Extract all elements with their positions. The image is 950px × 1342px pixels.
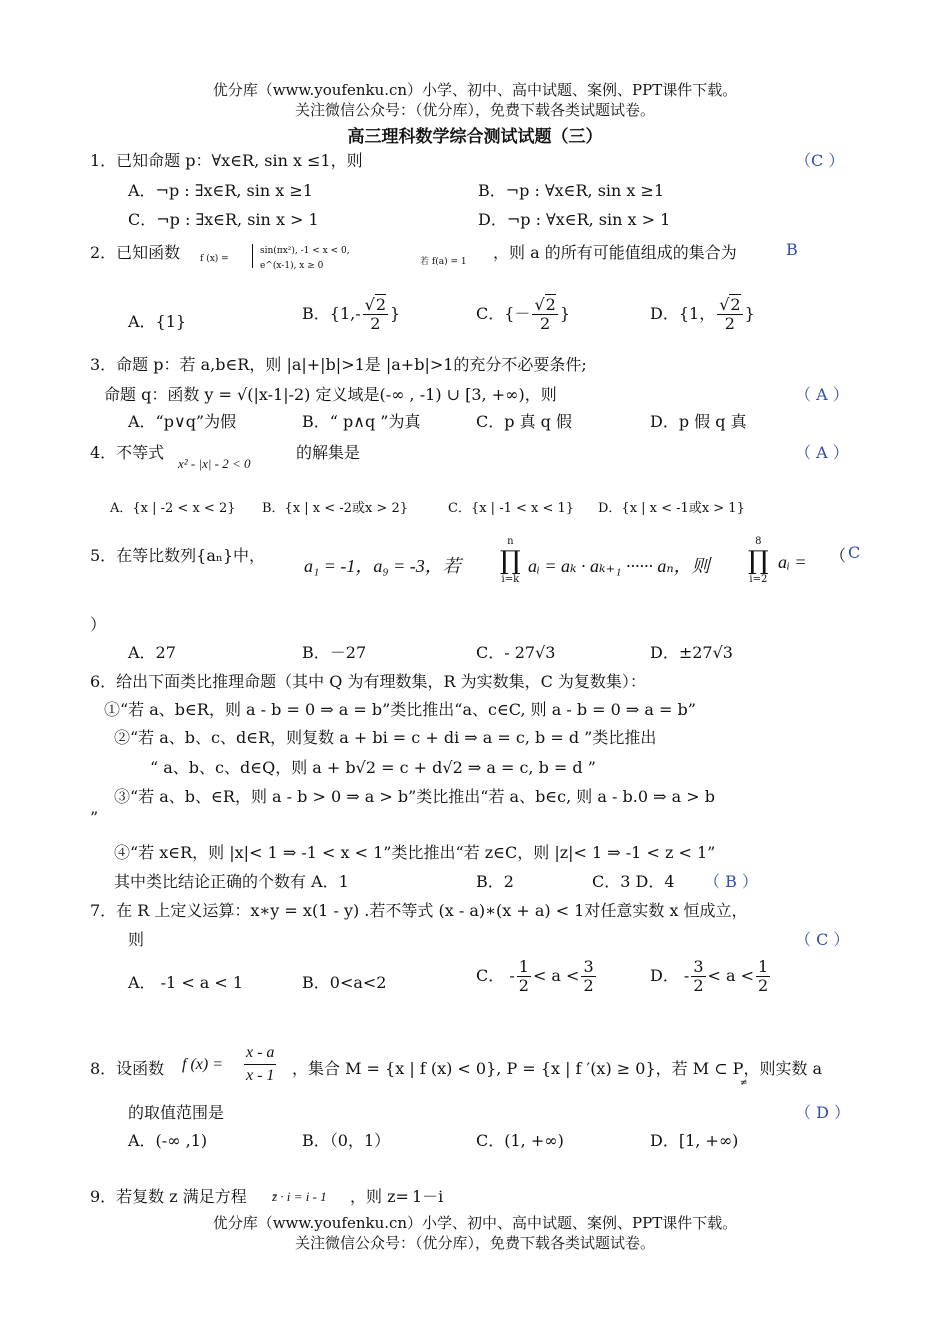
option-c-den: 2 — [540, 314, 551, 333]
option-c-den: 2 — [518, 976, 529, 995]
question-4-option-d: D．{x | x < -1或x > 1} — [598, 501, 745, 516]
question-9-equation: z̄ · i = i - 1 — [272, 1189, 327, 1204]
question-5-middle: aᵢ = aₖ · aₖ₊₁ ······ aₙ，则 — [528, 556, 710, 576]
footer-line-2: 关注微信公众号：（优分库），免费下载各类试题试卷。 — [294, 1234, 655, 1252]
option-d-fraction: $\frac{√2}{2}$ — [719, 295, 741, 333]
question-8-option-a: A．(-∞ ,1) — [128, 1131, 208, 1150]
question-8-stem-2: 的取值范围是 — [128, 1103, 225, 1122]
question-4-option-b: B．{x | x < -2或x > 2} — [262, 501, 408, 516]
question-7-option-a: A． -1 < a < 1 — [128, 973, 244, 992]
question-4-option-a: A．{x | -2 < x < 2} — [110, 501, 236, 516]
question-2-condition: 若 f(a) = 1 — [420, 257, 467, 267]
question-7-option-d — [650, 958, 772, 995]
option-b-sqrt: 2 — [375, 295, 387, 314]
question-6-item-2b: “ a、b、c、d∈Q，则 a + b√2 = c + d√2 ⇒ a = c, b = d ” — [150, 758, 596, 777]
product-2-bottom: i=2 — [749, 574, 768, 585]
option-d-prefix: D．{1， — [650, 304, 716, 323]
question-6-stem: 6．给出下面类比推理命题（其中 Q 为有理数集，R 为实数集，C 为复数集）： — [90, 672, 646, 691]
question-7-stem-2: 则 — [128, 930, 145, 949]
question-6-item-2: ②“若 a、b、c、d∈R，则复数 a + bi = c + di ⇒ a = c, b = d ”类比推出 — [114, 728, 657, 747]
product-1-symbol: ∏ — [500, 546, 521, 576]
question-4-stem: 4．不等式 — [90, 443, 165, 462]
question-5-answer-close: ） — [90, 615, 107, 634]
question-6-option-b: B．2 — [476, 872, 514, 891]
question-8-function: f (x) = — [182, 1056, 223, 1073]
question-3-option-d: D．p 假 q 真 — [650, 412, 747, 431]
question-8-option-d: D．[1, +∞) — [650, 1131, 739, 1150]
question-5-option-b: B．－27 — [302, 643, 367, 662]
question-2-option-d — [650, 296, 755, 333]
question-8-option-b: B．（0，1） — [302, 1131, 391, 1150]
header-line-2: 关注微信公众号：（优分库），免费下载各类试题试卷。 — [294, 101, 655, 119]
question-2-option-c — [476, 296, 570, 333]
option-c-num-2: 3 — [583, 957, 594, 976]
question-2-stem: 2．已知函数 — [90, 243, 181, 262]
question-8-stem: 8．设函数 — [90, 1059, 165, 1078]
question-8-neq: ≠ — [740, 1078, 748, 1088]
question-4-answer: （ A ） — [795, 443, 849, 462]
question-1-answer: （C ） — [795, 151, 845, 170]
question-7-option-c — [476, 958, 598, 995]
question-1-stem: 1．已知命题 p：∀x∈R, sin x ≤1，则 — [90, 151, 363, 170]
question-1-option-d: D．¬p : ∀x∈R, sin x > 1 — [478, 210, 671, 229]
question-8-middle: ，集合 M = {x | f (x) < 0}, P = {x | f ′(x) ≥ 0}，若 M ⊂ P，则实数 a — [292, 1059, 823, 1078]
option-d-middle: < a < — [707, 966, 755, 985]
question-9-answer: 1－i — [412, 1187, 444, 1206]
option-c-num: 1 — [518, 957, 529, 976]
question-6-item-3b: ” — [90, 808, 99, 827]
option-d-den: 2 — [693, 976, 704, 995]
question-3-option-c: C．p 真 q 假 — [476, 412, 572, 431]
question-2-option-b — [302, 296, 400, 333]
question-9-stem: 9．若复数 z 满足方程 — [90, 1187, 247, 1206]
question-4-tail: 的解集是 — [296, 443, 361, 462]
question-5-product-2 — [748, 536, 769, 586]
product-1-bottom: i=k — [501, 574, 520, 585]
question-6-option-cd: C．3 D．4 — [592, 872, 675, 891]
question-2-option-a: A．{1} — [128, 312, 187, 331]
question-2-answer: B — [786, 240, 798, 259]
option-d-sqrt: 2 — [730, 295, 741, 314]
question-5-stem: 5．在等比数列{aₙ}中， — [90, 546, 266, 565]
option-d-suffix: } — [744, 304, 755, 323]
question-8-answer: （ D ） — [795, 1103, 851, 1122]
question-8-den: x - 1 — [246, 1067, 275, 1084]
option-c-middle: < a < — [532, 966, 580, 985]
question-3-stem-2: 命题 q：函数 y = √(|x-1|-2) 定义域是(-∞ , -1) ∪ [3, +∞)，则 — [104, 385, 557, 404]
option-b-den: 2 — [370, 314, 381, 333]
question-5-answer-open: （ — [830, 546, 847, 565]
question-7-option-b: B．0<a<2 — [302, 973, 387, 992]
product-2-top: 8 — [755, 536, 762, 547]
question-2-tail: ，则 a 的所有可能值组成的集合为 — [493, 243, 737, 262]
question-3-stem: 3．命题 p：若 a,b∈R，则 |a|+|b|>1是 |a+b|>1的充分不必要条件; — [90, 355, 587, 374]
question-5-end: aᵢ = — [778, 552, 807, 572]
question-4-inequality: x² - |x| - 2 < 0 — [178, 456, 251, 471]
question-7-stem: 7．在 R 上定义运算：x∗y = x(1 - y) .若不等式 (x - a)∗(x + a) < 1对任意实数 x 恒成立， — [90, 901, 748, 920]
question-1-option-b: B．¬p : ∀x∈R, sin x ≥1 — [478, 181, 665, 200]
question-8-fraction — [242, 1042, 278, 1087]
question-7-answer: （ C ） — [795, 930, 850, 949]
question-4-option-c: C．{x | -1 < x < 1} — [448, 501, 575, 516]
question-5-option-d: D．±27√3 — [650, 643, 733, 662]
option-d-den: 2 — [724, 314, 735, 333]
product-1-top: n — [507, 536, 514, 547]
option-c-den-2: 2 — [583, 976, 594, 995]
question-5-option-c: C．- 27√3 — [476, 643, 556, 662]
option-c-suffix: } — [559, 304, 571, 323]
question-5-option-a: A．27 — [128, 643, 176, 662]
option-d-num: 3 — [693, 957, 704, 976]
option-c-prefix: C．{－ — [476, 304, 531, 323]
question-6-item-1: ①“若 a、b∈R，则 a - b = 0 ⇒ a = b”类比推出“a、c∈C, 则 a - b = 0 ⇒ a = b” — [104, 700, 696, 719]
question-9-tail: ，则 z= — [350, 1187, 409, 1206]
question-6-answer: （ B ） — [704, 872, 758, 891]
question-1-option-a: A．¬p : ∃x∈R, sin x ≥1 — [128, 181, 313, 200]
question-6-last: 其中类比结论正确的个数有 A．1 — [114, 872, 349, 891]
option-c-sqrt: 2 — [545, 295, 556, 314]
question-3-option-a: A．“p∨q”为假 — [128, 412, 237, 431]
question-6-item-4: ④“若 x∈R，则 |x|< 1 ⇒ -1 < x < 1”类比推出“若 z∈C，则 |z|< 1 ⇒ -1 < z < 1” — [114, 843, 716, 862]
question-2-piece-2: e^(x-1), x ≥ 0 — [260, 261, 324, 271]
question-5-product-1 — [500, 536, 521, 586]
footer-line-1: 优分库（www.youfenku.cn）小学、初中、高中试题、案例、PPT课件下载。 — [212, 1214, 738, 1232]
option-d-prefix: D． - — [650, 966, 690, 985]
question-2-piece-1: sin(πx²), -1 < x < 0, — [260, 246, 350, 256]
question-2-fx: f (x) = — [200, 254, 229, 264]
question-3-answer: （ A ） — [795, 385, 849, 404]
option-c-prefix: C． - — [476, 966, 515, 985]
option-c-fraction: $\frac{√2}{2}$ — [534, 295, 556, 333]
question-8-option-c: C．(1, +∞) — [476, 1131, 564, 1150]
page-title: 高三理科数学综合测试试题（三） — [347, 127, 603, 147]
option-d-num-2: 1 — [758, 957, 769, 976]
option-b-suffix: } — [390, 304, 401, 323]
question-2-brace — [252, 244, 257, 268]
header-line-1: 优分库（www.youfenku.cn）小学、初中、高中试题、案例、PPT课件下载。 — [212, 81, 738, 99]
question-3-option-b: B．“ p∧q ”为真 — [302, 412, 421, 431]
option-b-fraction: $\frac{√2}{2}$ — [364, 295, 387, 333]
question-6-item-3: ③“若 a、b、∈R，则 a - b > 0 ⇒ a > b”类比推出“若 a、b∈c, 则 a - b.0 ⇒ a > b — [114, 787, 715, 806]
question-5-formula: a₁ = -1，a₉ = -3，若 — [304, 556, 461, 576]
product-2-symbol: ∏ — [748, 546, 769, 576]
question-1-option-c: C．¬p : ∃x∈R, sin x > 1 — [128, 210, 319, 229]
option-d-den-2: 2 — [758, 976, 769, 995]
option-b-prefix: B．{1,- — [302, 304, 361, 323]
question-5-answer: C — [848, 543, 861, 562]
question-8-num: x - a — [244, 1042, 276, 1065]
